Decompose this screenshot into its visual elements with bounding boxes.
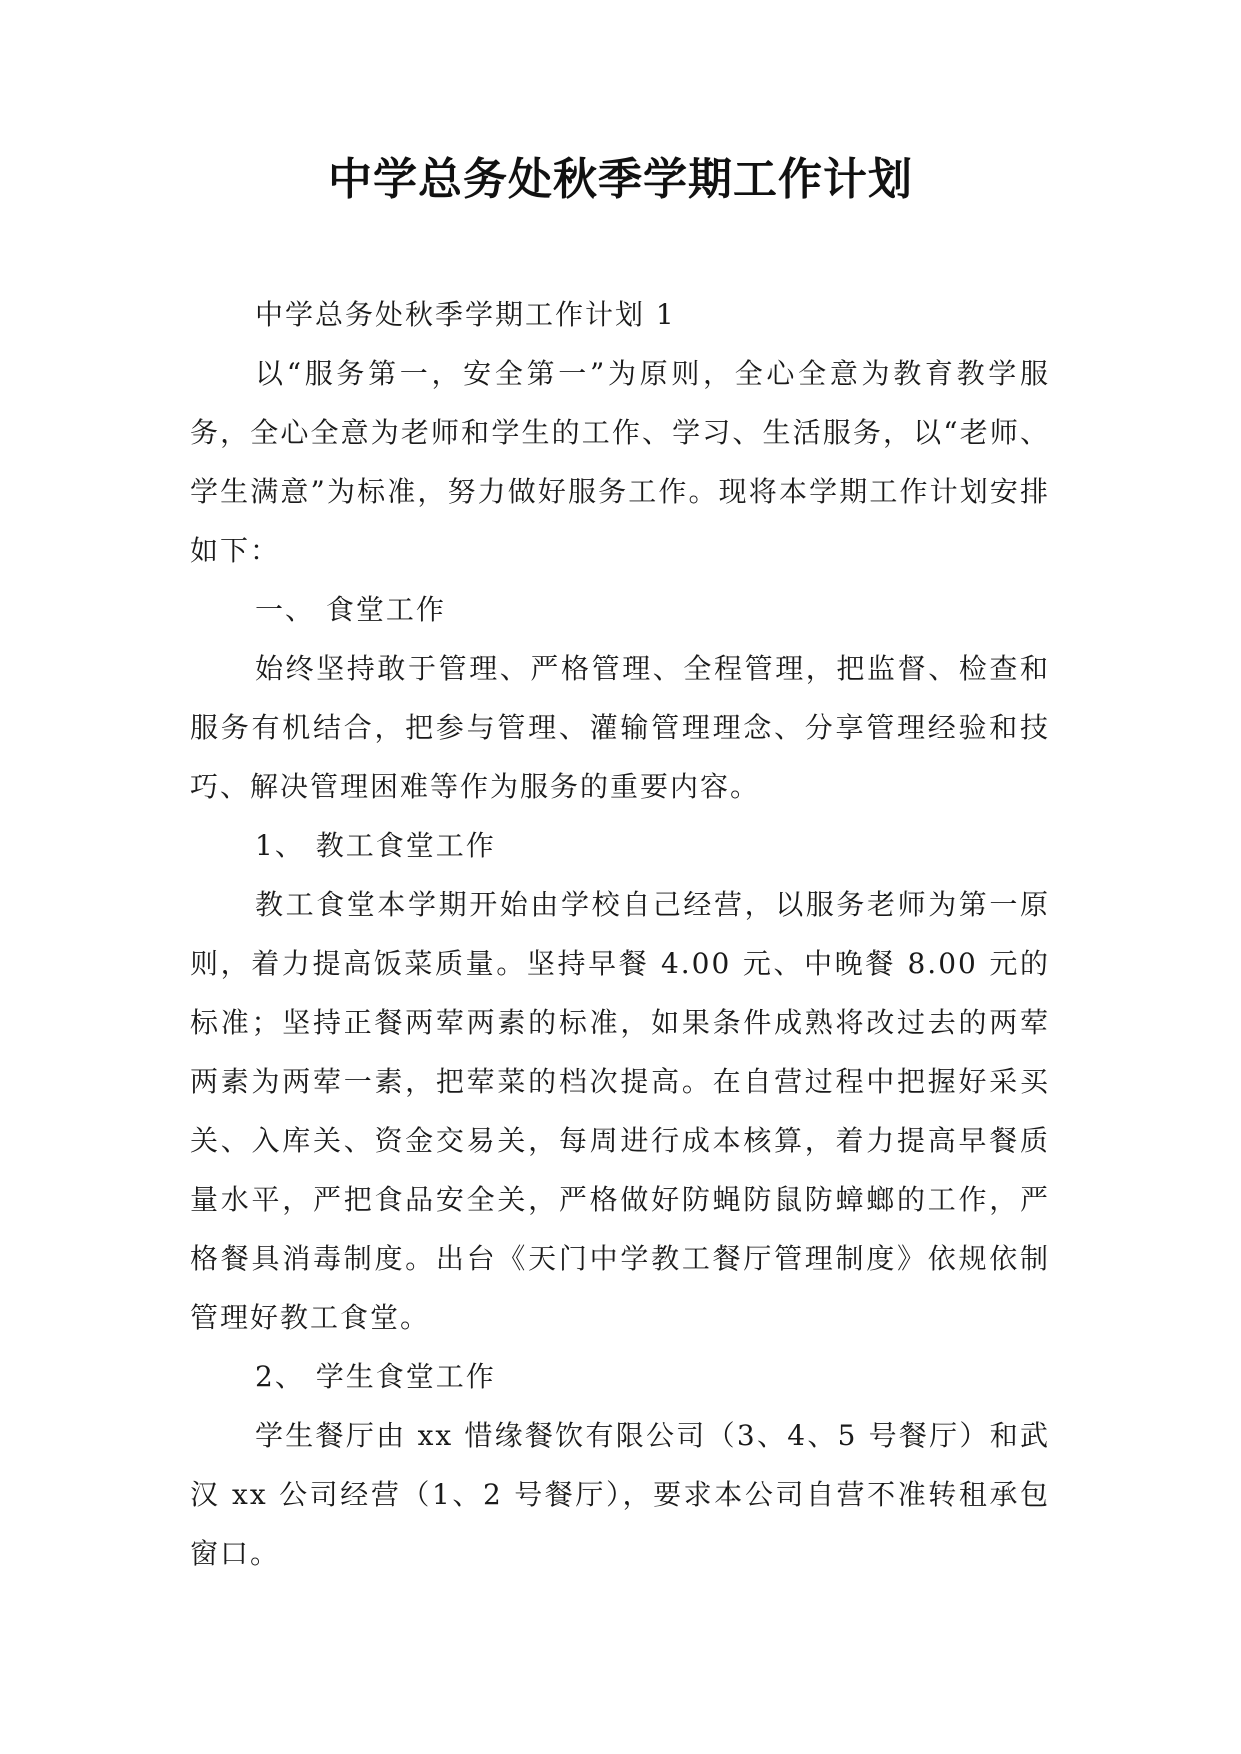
document-title: 中学总务处秋季学期工作计划 (328, 154, 913, 205)
subsection-heading-student-canteen: 2、 学生食堂工作 (255, 1360, 496, 1393)
paragraph-intro: 以“服务第一，安全第一”为原则，全心全意为教育教学服务，全心全意为老师和学生的工作、学习、生活服务，以“老师、学生满意”为标准，努力做好服务工作。现将本学期工作计划安排如下： (190, 357, 1050, 567)
subsection-heading-staff-canteen: 1、 教工食堂工作 (255, 829, 496, 862)
paragraph-canteen-principles: 始终坚持敢于管理、严格管理、全程管理，把监督、检查和服务有机结合，把参与管理、灌输管理理念、分享管理经验和技巧、解决管理困难等作为服务的重要内容。 (190, 652, 1050, 803)
section-heading-canteen: 一、 食堂工作 (255, 593, 446, 626)
paragraph-student-canteen: 学生餐厅由 xx 惜缘餐饮有限公司（3、4、5 号餐厅）和武汉 xx 公司经营（1、2 号餐厅），要求本公司自营不准转租承包窗口。 (190, 1419, 1050, 1570)
paragraph-staff-canteen: 教工食堂本学期开始由学校自己经营，以服务老师为第一原则，着力提高饭菜质量。坚持早餐 4.00 元、中晚餐 8.00 元的标准；坚持正餐两荤两素的标准，如果条件成熟将改过去的两荤两素为两荤一素，把荤菜的档次提高。在自营过程中把握好采买关、入库关、资金交易关，每周进行成本核算，着力提高早餐质量水平，严把食品安全关，严格做好防蝇防鼠防蟑螂的工作，严格餐具消毒制度。出台《天门中学教工餐厅管理制度》依规依制管理好教工食堂。 (190, 888, 1050, 1334)
document-body (190, 285, 1050, 1583)
paragraph-subtitle: 中学总务处秋季学期工作计划 1 (255, 298, 676, 331)
